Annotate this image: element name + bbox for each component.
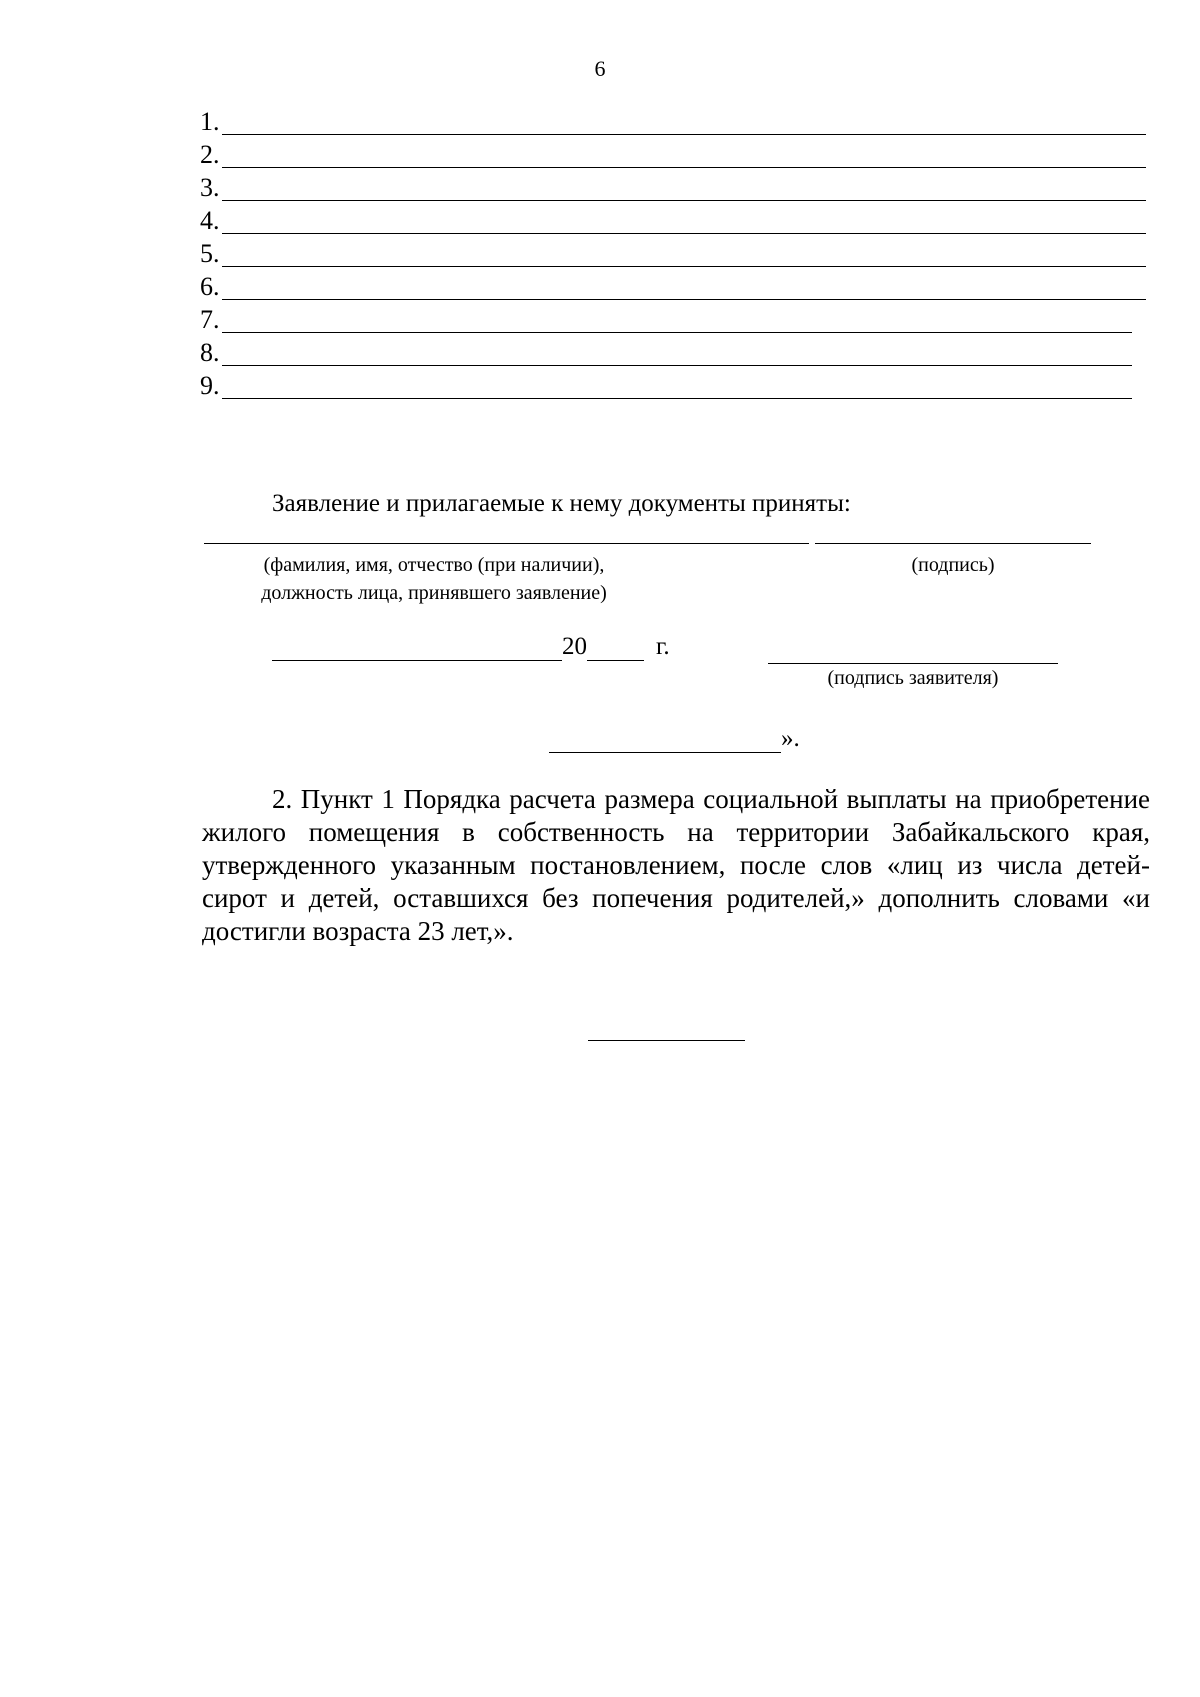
- list-item: [200, 135, 1146, 168]
- signature-blank-line: [815, 543, 1091, 544]
- list-item: [200, 168, 1146, 201]
- blank-line: [222, 211, 1146, 234]
- caption-line: должность лица, принявшего заявление): [261, 582, 607, 604]
- list-item: [200, 201, 1146, 234]
- blank-line: [222, 343, 1132, 366]
- closing-line: [549, 725, 800, 753]
- blank-line: [222, 178, 1146, 201]
- list-item-number: 5.: [200, 239, 220, 268]
- page-number: 6: [594, 56, 606, 81]
- year-blank-line: [587, 634, 644, 661]
- applicant-signature-caption: (подпись заявителя): [827, 667, 999, 689]
- blank-line: [222, 310, 1132, 333]
- date-field: [272, 633, 670, 661]
- numbered-document-list: [200, 102, 1146, 399]
- list-item: [200, 267, 1146, 300]
- blank-line: [222, 376, 1132, 399]
- name-position-blank-line: [204, 543, 809, 544]
- signature-caption: (подпись): [911, 554, 995, 576]
- accepted-heading: Заявление и прилагаемые к нему документы приняты:: [272, 490, 851, 517]
- list-item: [200, 102, 1146, 135]
- list-item: [200, 333, 1146, 366]
- name-position-caption: [204, 551, 664, 607]
- list-item-number: 1.: [200, 107, 220, 136]
- blank-line: [222, 244, 1146, 267]
- year-suffix: г.: [656, 633, 670, 660]
- closing-blank-line: [549, 726, 781, 753]
- blank-line: [222, 112, 1146, 135]
- blank-line: [222, 145, 1146, 168]
- list-item: [200, 366, 1146, 399]
- list-item: [200, 234, 1146, 267]
- list-item-number: 8.: [200, 338, 220, 367]
- list-item-number: 4.: [200, 206, 220, 235]
- closing-quote-mark: ».: [781, 725, 800, 752]
- amendment-paragraph: 2. Пункт 1 Порядка расчета размера социальной выплаты на приобретение жилого помещения в собственность на территории Забайкальского края, утвержденного указанным постановлением, после слов «лиц из числа детей-сирот и детей, оставшихся без попечения родителей,» дополнить словами «и достигли возраста 23 лет,».: [202, 784, 1150, 946]
- list-item-number: 6.: [200, 272, 220, 301]
- blank-line: [222, 277, 1146, 300]
- list-item-number: 3.: [200, 173, 220, 202]
- end-of-document-line: [588, 1040, 745, 1041]
- year-prefix: 20: [562, 633, 587, 660]
- caption-line: (фамилия, имя, отчество (при наличии),: [263, 554, 605, 576]
- list-item: [200, 300, 1146, 333]
- list-item-number: 2.: [200, 140, 220, 169]
- list-item-number: 9.: [200, 371, 220, 400]
- date-blank-line: [272, 634, 562, 661]
- list-item-number: 7.: [200, 305, 220, 334]
